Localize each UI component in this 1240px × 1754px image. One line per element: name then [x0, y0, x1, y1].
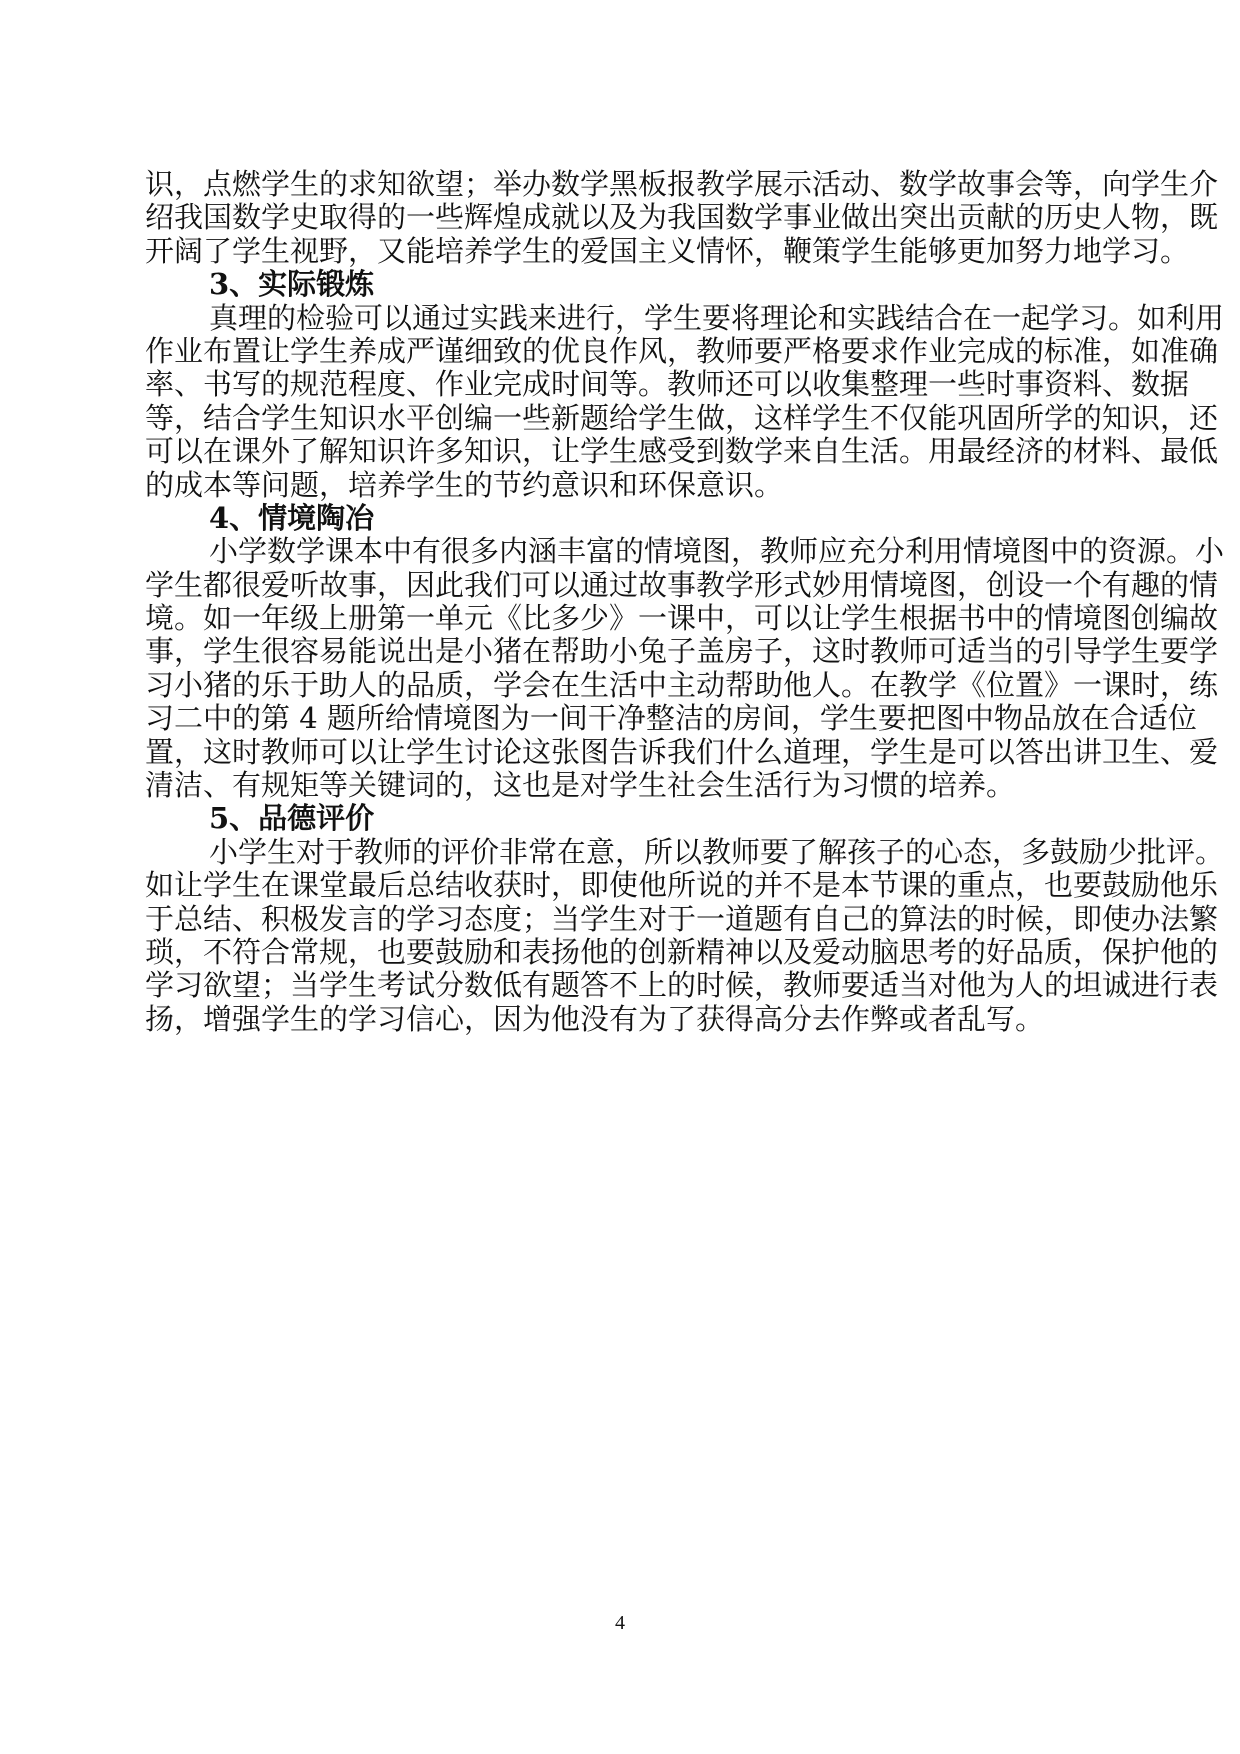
paragraph-line: 学习欲望；当学生考试分数低有题答不上的时候，教师要适当对他为人的坦诚进行表: [145, 968, 1219, 1003]
section-heading: 3、实际锻炼: [209, 267, 375, 302]
paragraph-line: 清洁、有规矩等关键词的，这也是对学生社会生活行为习惯的培养。: [145, 768, 1016, 803]
paragraph-line: 小学数学课本中有很多内涵丰富的情境图，教师应充分利用情境图中的资源。小: [209, 534, 1225, 569]
paragraph-line: 的成本等问题，培养学生的节约意识和环保意识。: [145, 467, 784, 502]
paragraph-line: 境。如一年级上册第一单元《比多少》一课中，可以让学生根据书中的情境图创编故: [145, 601, 1219, 636]
paragraph-line: 可以在课外了解知识许多知识，让学生感受到数学来自生活。用最经济的材料、最低: [145, 434, 1219, 469]
paragraph: [145, 300, 1225, 502]
paragraph-line: 开阔了学生视野，又能培养学生的爱国主义情怀，鞭策学生能够更加努力地学习。: [145, 233, 1190, 268]
page-number: 4: [615, 1612, 625, 1634]
paragraph-line: 习二中的第 4 题所给情境图为一间干净整洁的房间，学生要把图中物品放在合适位: [145, 701, 1197, 736]
paragraph-line: 小学生对于教师的评价非常在意，所以教师要了解孩子的心态，多鼓励少批评。: [209, 834, 1225, 869]
section-heading: 5、品德评价: [209, 801, 375, 836]
paragraph-line: 事，学生很容易能说出是小猪在帮助小兔子盖房子，这时教师可适当的引导学生要学: [145, 634, 1219, 669]
paragraph-line: 率、书写的规范程度、作业完成时间等。教师还可以收集整理一些时事资料、数据: [145, 367, 1190, 402]
paragraph-line: 琐，不符合常规，也要鼓励和表扬他的创新精神以及爱动脑思考的好品质，保护他的: [145, 934, 1219, 969]
paragraph-line: 真理的检验可以通过实践来进行，学生要将理论和实践结合在一起学习。如利用: [209, 300, 1225, 335]
paragraph-line: 置，这时教师可以让学生讨论这张图告诉我们什么道理，学生是可以答出讲卫生、爱: [145, 734, 1219, 769]
paragraph-line: 识，点燃学生的求知欲望；举办数学黑板报教学展示活动、数学故事会等，向学生介: [145, 167, 1219, 201]
section-heading: 4、情境陶冶: [209, 500, 375, 535]
paragraph-line: 绍我国数学史取得的一些辉煌成就以及为我国数学事业做出突出贡献的历史人物，既: [145, 200, 1219, 235]
paragraph-line: 作业布置让学生养成严谨细致的优良作风，教师要严格要求作业完成的标准，如准确: [145, 333, 1219, 368]
paragraph-line: 扬，增强学生的学习信心，因为他没有为了获得高分去作弊或者乱写。: [145, 1001, 1045, 1036]
paragraph-line: 如让学生在课堂最后总结收获时，即使他所说的并不是本节课的重点，也要鼓励他乐: [145, 868, 1219, 903]
paragraph-line: 等，结合学生知识水平创编一些新题给学生做，这样学生不仅能巩固所学的知识，还: [145, 400, 1219, 435]
paragraph: [145, 534, 1225, 803]
paragraph: [145, 834, 1225, 1036]
paragraph-line: 习小猪的乐于助人的品质，学会在生活中主动帮助他人。在教学《位置》一课时，练: [145, 667, 1219, 702]
document-body: [145, 167, 1225, 1036]
paragraph-line: 于总结、积极发言的学习态度；当学生对于一道题有自己的算法的时候，即使办法繁: [145, 901, 1219, 936]
paragraph: [145, 167, 1219, 268]
paragraph-line: 学生都很爱听故事，因此我们可以通过故事教学形式妙用情境图，创设一个有趣的情: [145, 567, 1219, 602]
